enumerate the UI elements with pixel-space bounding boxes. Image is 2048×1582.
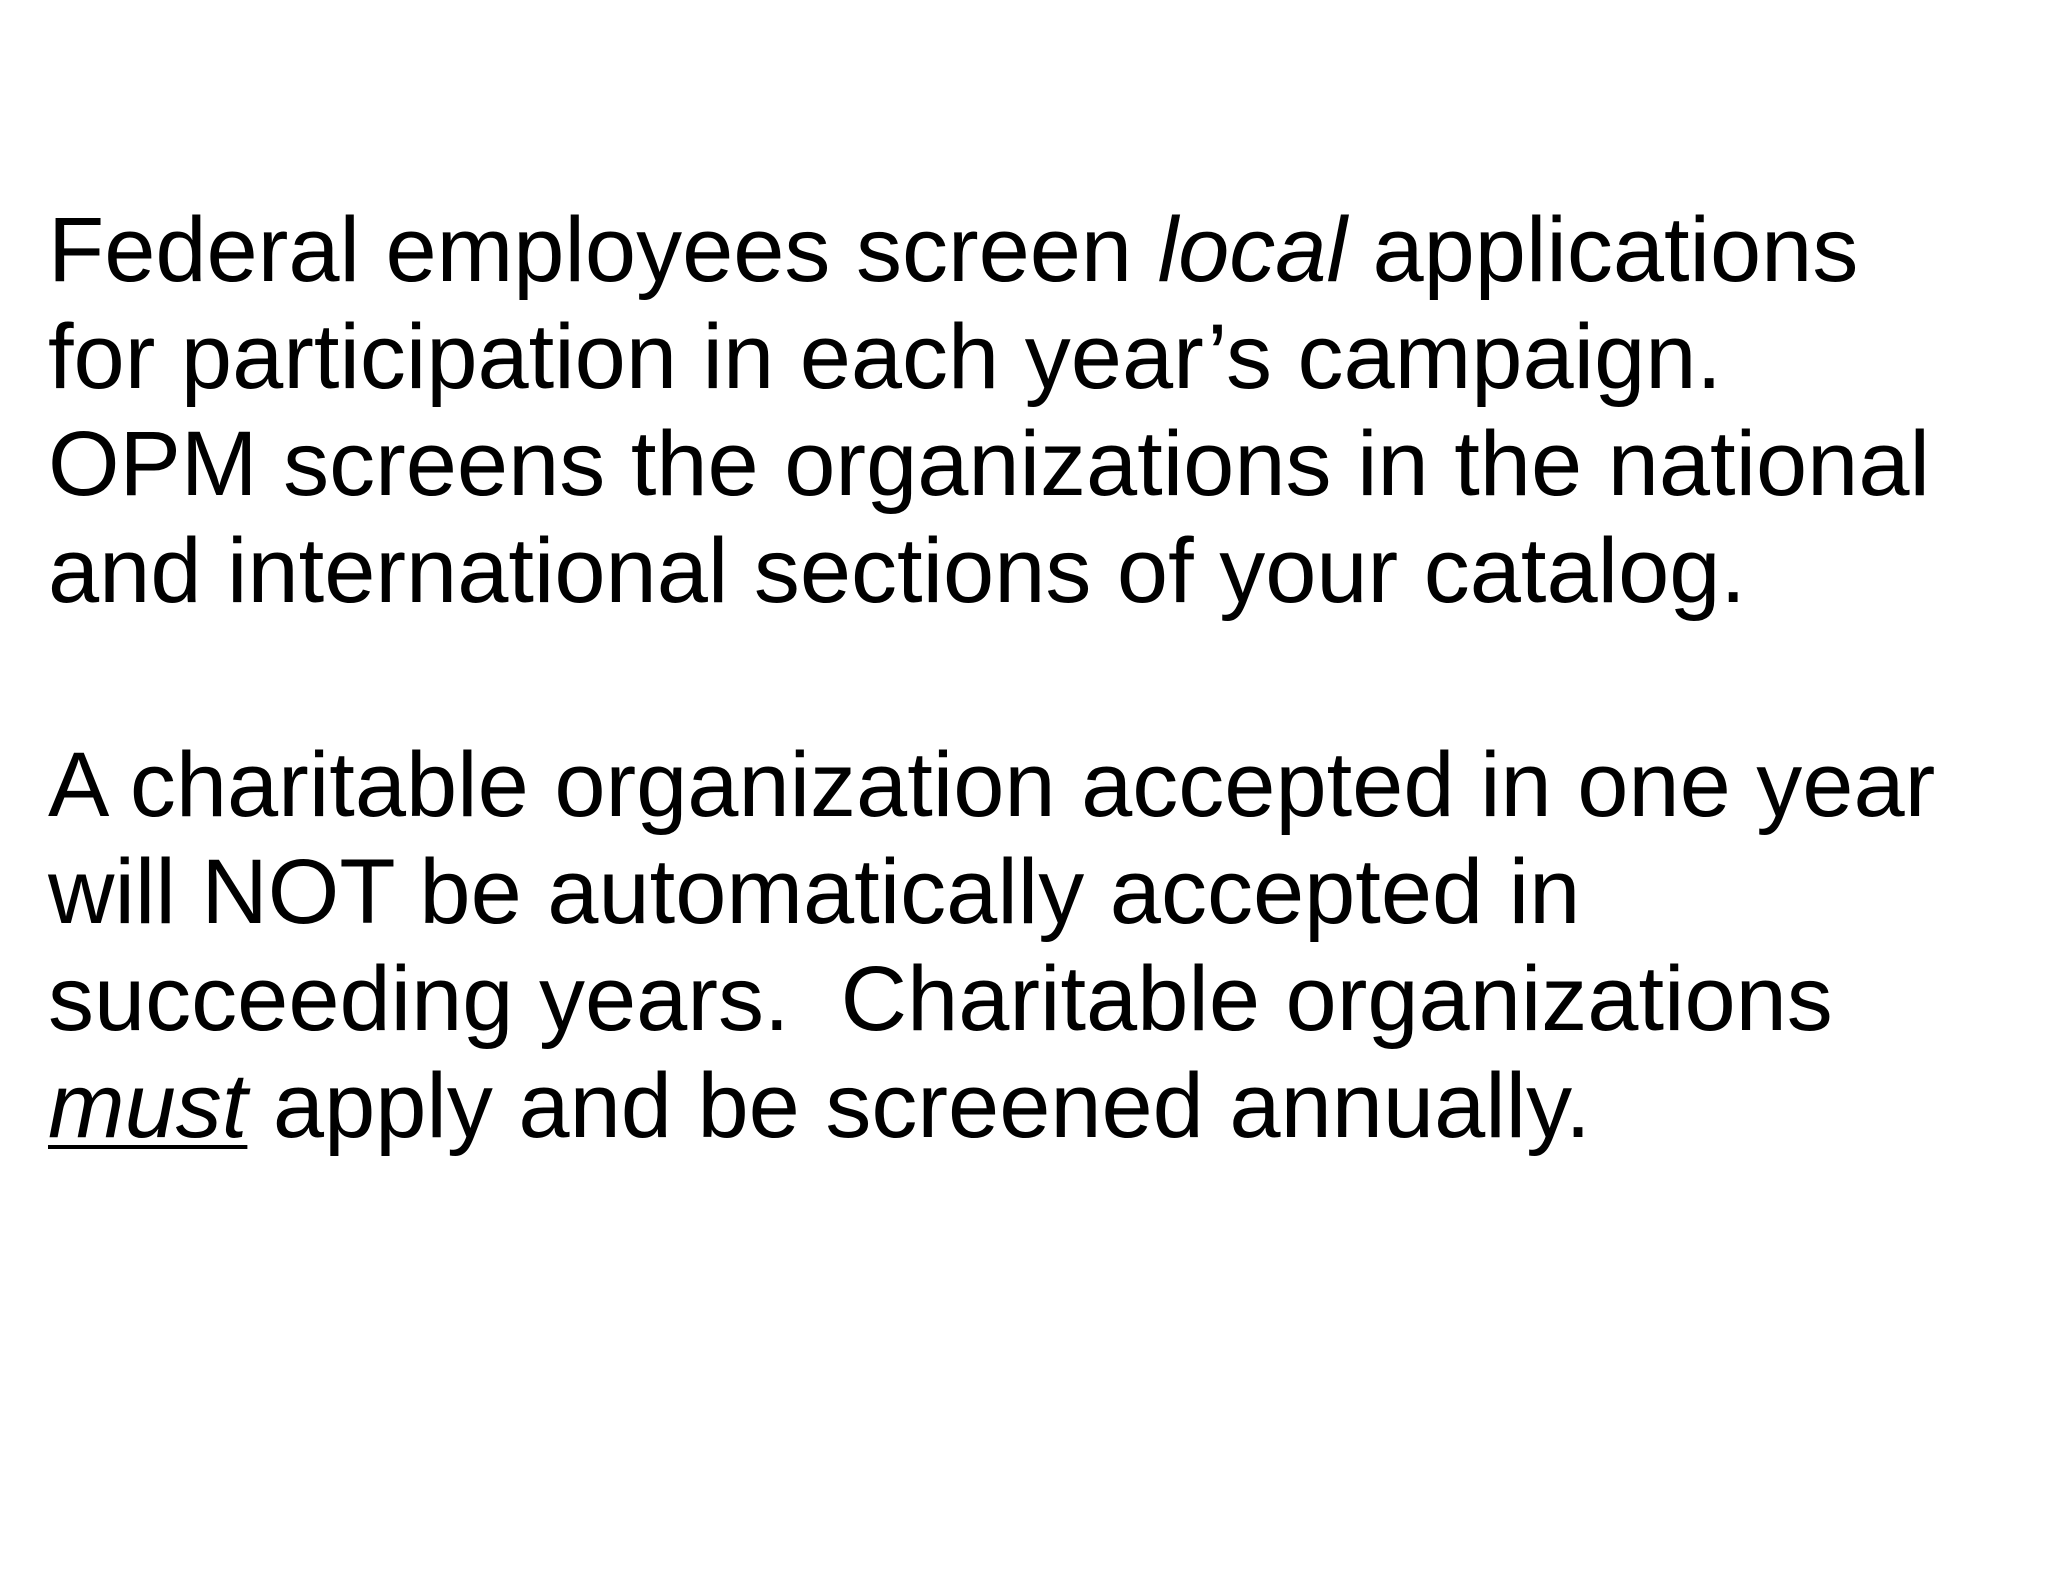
paragraph-1-line-2: for participation in each year’s campaign. — [48, 306, 1722, 408]
text-segment: applications — [1346, 199, 1859, 301]
paragraph-2-line-2: will NOT be automatically accepted in — [48, 841, 1581, 943]
paragraph-1-line-3: OPM screens the organizations in the national — [48, 413, 1930, 515]
emphasis-must: must — [48, 1055, 248, 1157]
text-segment: apply and be screened annually. — [247, 1055, 1591, 1157]
paragraph-1-line-4: and international sections of your catalog. — [48, 520, 1746, 622]
paragraph-2-line-1: A charitable organization accepted in one year — [48, 734, 1936, 836]
emphasis-local: local — [1157, 199, 1347, 301]
paragraph-2-line-3: succeeding years. Charitable organizations — [48, 948, 1833, 1050]
text-segment: Federal employees screen — [48, 199, 1158, 301]
paragraph-1-line-1 — [48, 197, 2028, 304]
slide-body-text — [48, 197, 2028, 1160]
paragraph-spacer — [48, 625, 2028, 732]
paragraph-2-line-4 — [48, 1053, 2028, 1160]
